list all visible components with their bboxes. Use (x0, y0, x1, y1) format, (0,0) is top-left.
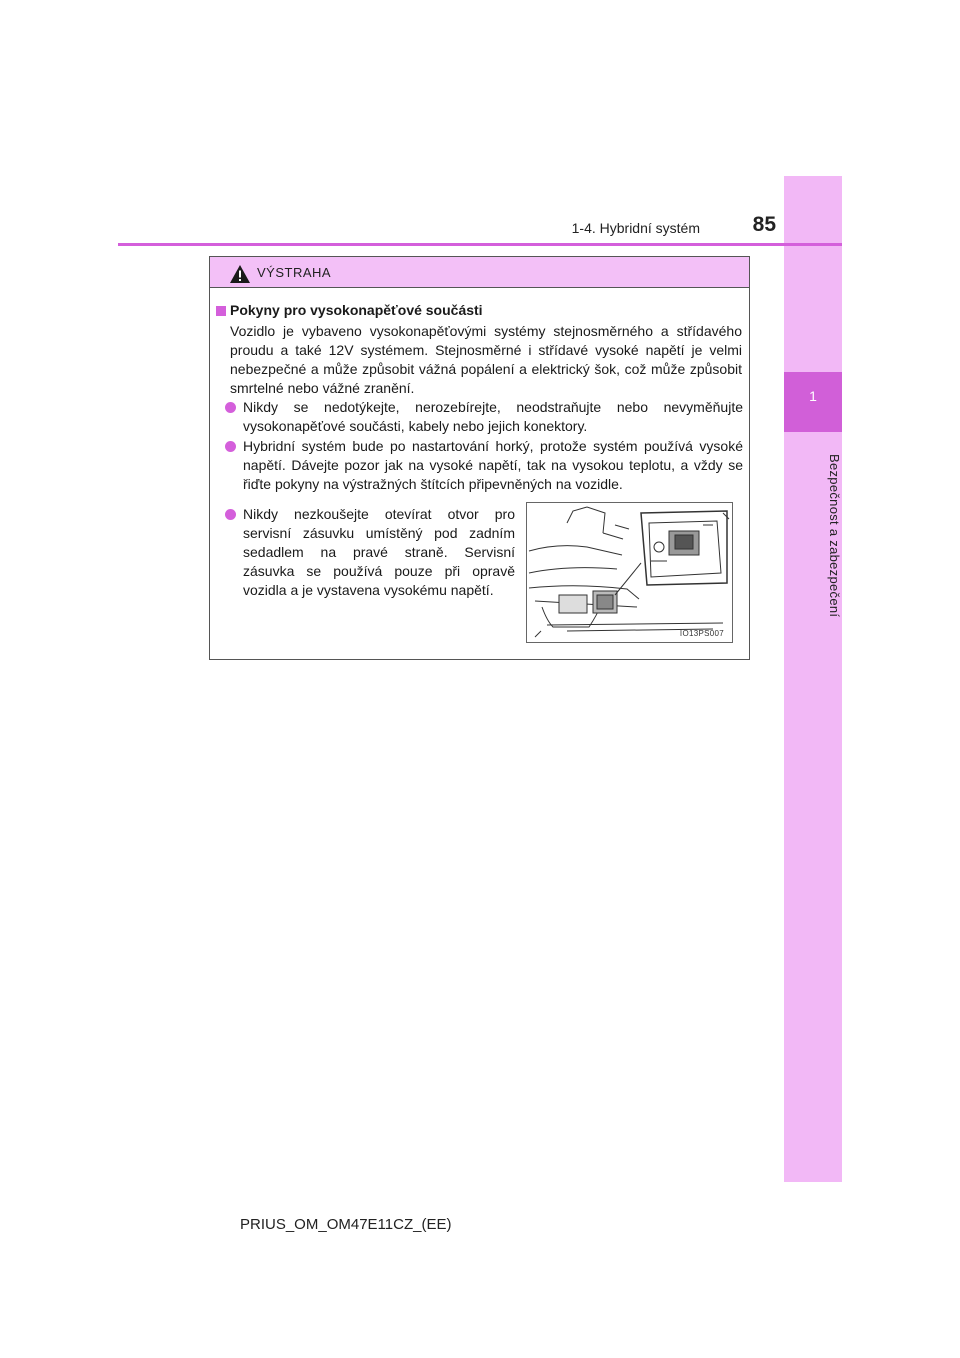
bullet-dot (225, 441, 236, 452)
subtitle-bullet-square (216, 306, 226, 316)
warning-triangle-icon (229, 264, 251, 284)
service-plug-illustration (526, 502, 733, 643)
document-code: PRIUS_OM_OM47E11CZ_(EE) (240, 1216, 452, 1233)
rear-seat-illustration (527, 503, 732, 642)
chapter-side-tab (784, 176, 842, 1182)
warning-box (209, 256, 750, 660)
section-title: 1-4. Hybridní systém (571, 220, 700, 236)
warning-title: VÝSTRAHA (257, 265, 332, 280)
warning-intro: Vozidlo je vybaveno vysokonapěťovými systémy stejnosměrného a střídavého proudu a také 12V systémem. Stejnosměrné i střídavé vysoké napětí je velmi nebezpečné a může způsobit vážná popálení a elektrický šok, což může způsobit smrtelné nebo vážné zranění. (230, 323, 742, 396)
bullet-dot (225, 402, 236, 413)
header-rule (118, 243, 842, 246)
page-number: 85 (752, 213, 776, 236)
chapter-title: Bezpečnost a zabezpečení (827, 454, 842, 618)
bullet-dot (225, 509, 236, 520)
warning-bullet-2: Hybridní systém bude po nastartování horký, protože systém používá vysoké napětí. Dávejte pozor jak na vysoké napětí, tak na vysokou teplotu, a vždy se řiďte pokyny na výstražných štítcích připevněných na vozidle. (243, 438, 743, 492)
figure-caption: IO13PS007 (679, 629, 724, 638)
warning-subtitle: Pokyny pro vysokonapěťové součásti (230, 302, 483, 318)
warning-bullet-3: Nikdy nezkoušejte otevírat otvor pro servisní zásuvku umístěný pod zadním sedadlem na pravé straně. Servisní zásuvka se používá pouze při opravě vozidla a je vystavena vysokému napětí. (243, 506, 515, 598)
chapter-number: 1 (809, 388, 817, 404)
warning-bullet-1: Nikdy se nedotýkejte, nerozebírejte, neodstraňujte nebo nevyměňujte vysokonapěťové součásti, kabely nebo jejich konektory. (243, 399, 743, 434)
warning-header (210, 257, 749, 288)
